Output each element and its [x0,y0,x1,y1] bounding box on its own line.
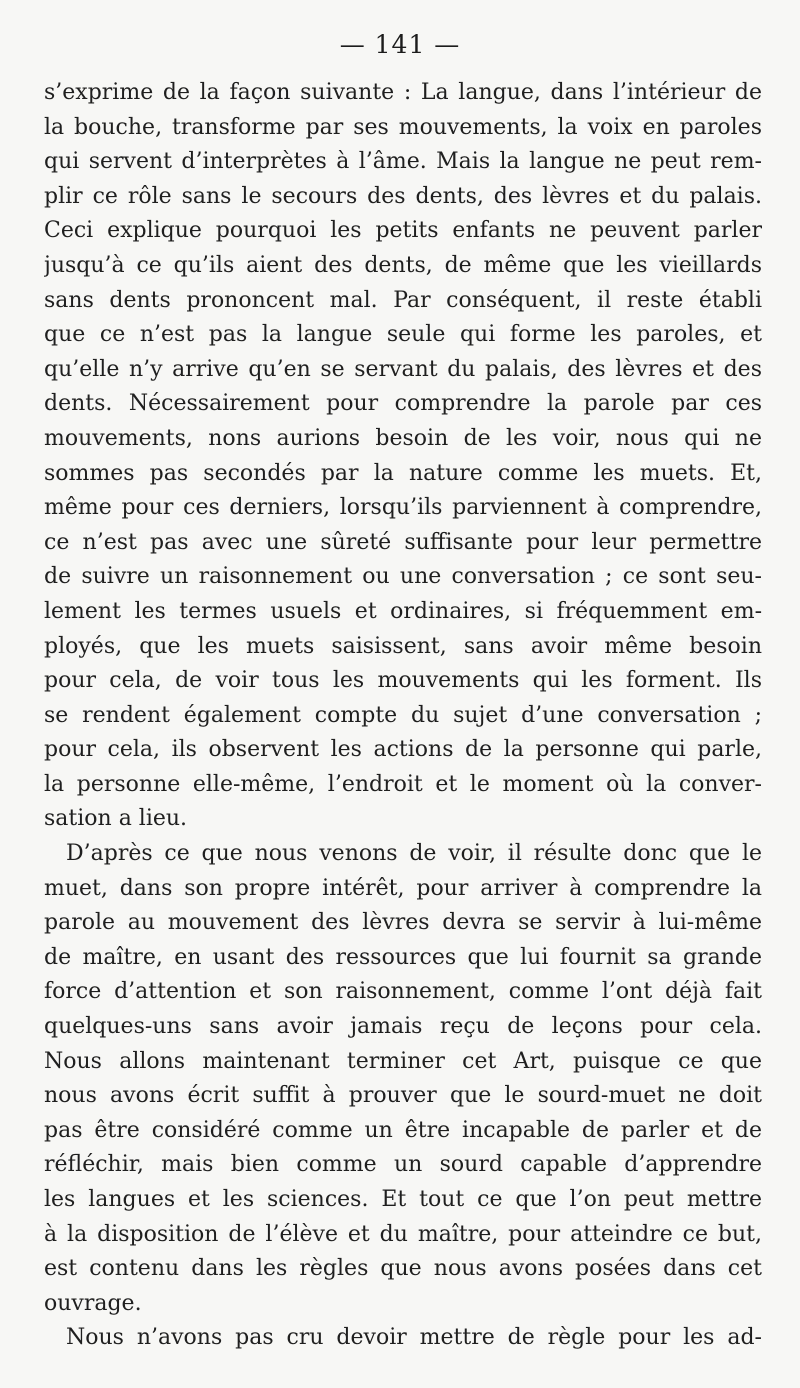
text-line: sation a lieu. [44,806,188,832]
text-line: réfléchir, mais bien comme un sourd capable d’apprendre [44,1152,762,1178]
text-line: Nous n’avons pas cru devoir mettre de règle pour les ad- [66,1325,762,1351]
text-line: de maître, en usant des ressources que lui fournit sa grande [44,944,762,970]
text-line: Ceci explique pourquoi les petits enfants ne peuvent parler [44,218,762,244]
text-line: que ce n’est pas la langue seule qui forme les paroles, et [44,322,762,348]
text-line: pour cela, ils observent les actions de la personne qui parle, [44,737,762,763]
paragraph [44,837,762,1321]
page-number: — 141 — [339,30,461,59]
text-line: nous avons écrit suffit à prouver que le sourd-muet ne doit [44,1083,762,1109]
text-line: ce n’est pas avec une sûreté suffisante pour leur permettre [44,529,762,555]
text-line: force d’attention et son raisonnement, comme l’ont déjà fait [44,979,762,1005]
text-line: les langues et les sciences. Et tout ce que l’on peut mettre [44,1187,762,1212]
text-line: ployés, que les muets saisissent, sans avoir même besoin [44,633,762,659]
paragraph [44,1321,762,1356]
text-line: plir ce rôle sans le secours des dents, des lèvres et du palais. [44,183,762,209]
text-line: s’exprime de la façon suivante : La langue, dans l’intérieur de [44,80,762,105]
text-line: muet, dans son propre intérêt, pour arriver à comprendre la [44,875,762,901]
text-line: est contenu dans les règles que nous avons posées dans cet [44,1256,762,1282]
text-line: qu’elle n’y arrive qu’en se servant du palais, des lèvres et des [44,356,762,382]
text-line: lement les termes usuels et ordinaires, si fréquemment em- [44,598,762,624]
text-line: sans dents prononcent mal. Par conséquent, il reste établi [44,287,762,313]
text-line: ouvrage. [44,1290,142,1316]
paragraph [44,76,762,837]
text-line: pour cela, de voir tous les mouvements qui les forment. Ils [44,668,762,694]
text-line: se rendent également compte du sujet d’une conversation ; [44,702,762,728]
text-line: quelques-uns sans avoir jamais reçu de leçons pour cela. [44,1014,762,1040]
text-line: la personne elle-même, l’endroit et le moment où la conver- [44,771,762,797]
text-line: jusqu’à ce qu’ils aient des dents, de même que les vieillards [44,252,762,278]
text-line: de suivre un raisonnement ou une conversation ; ce sont seu- [44,564,762,590]
text-line: mouvements, nons aurions besoin de les voir, nous qui ne [44,425,762,451]
text-line: à la disposition de l’élève et du maître, pour atteindre ce but, [44,1221,762,1247]
text-line: qui servent d’interprètes à l’âme. Mais la langue ne peut rem- [44,149,762,175]
text-line: la bouche, transforme par ses mouvements, la voix en paroles [44,114,762,140]
body-text [44,76,762,1356]
text-line: sommes pas secondés par la nature comme les muets. Et, [44,460,762,486]
text-line: pas être considéré comme un être incapable de parler et de [44,1117,762,1143]
text-line: D’après ce que nous venons de voir, il résulte donc que le [66,841,762,867]
text-line: même pour ces derniers, lorsqu’ils parviennent à comprendre, [44,495,762,521]
text-line: Nous allons maintenant terminer cet Art, puisque ce que [44,1048,762,1074]
text-line: dents. Nécessairement pour comprendre la parole par ces [44,391,762,417]
text-line: parole au mouvement des lèvres devra se servir à lui-même [44,910,762,936]
